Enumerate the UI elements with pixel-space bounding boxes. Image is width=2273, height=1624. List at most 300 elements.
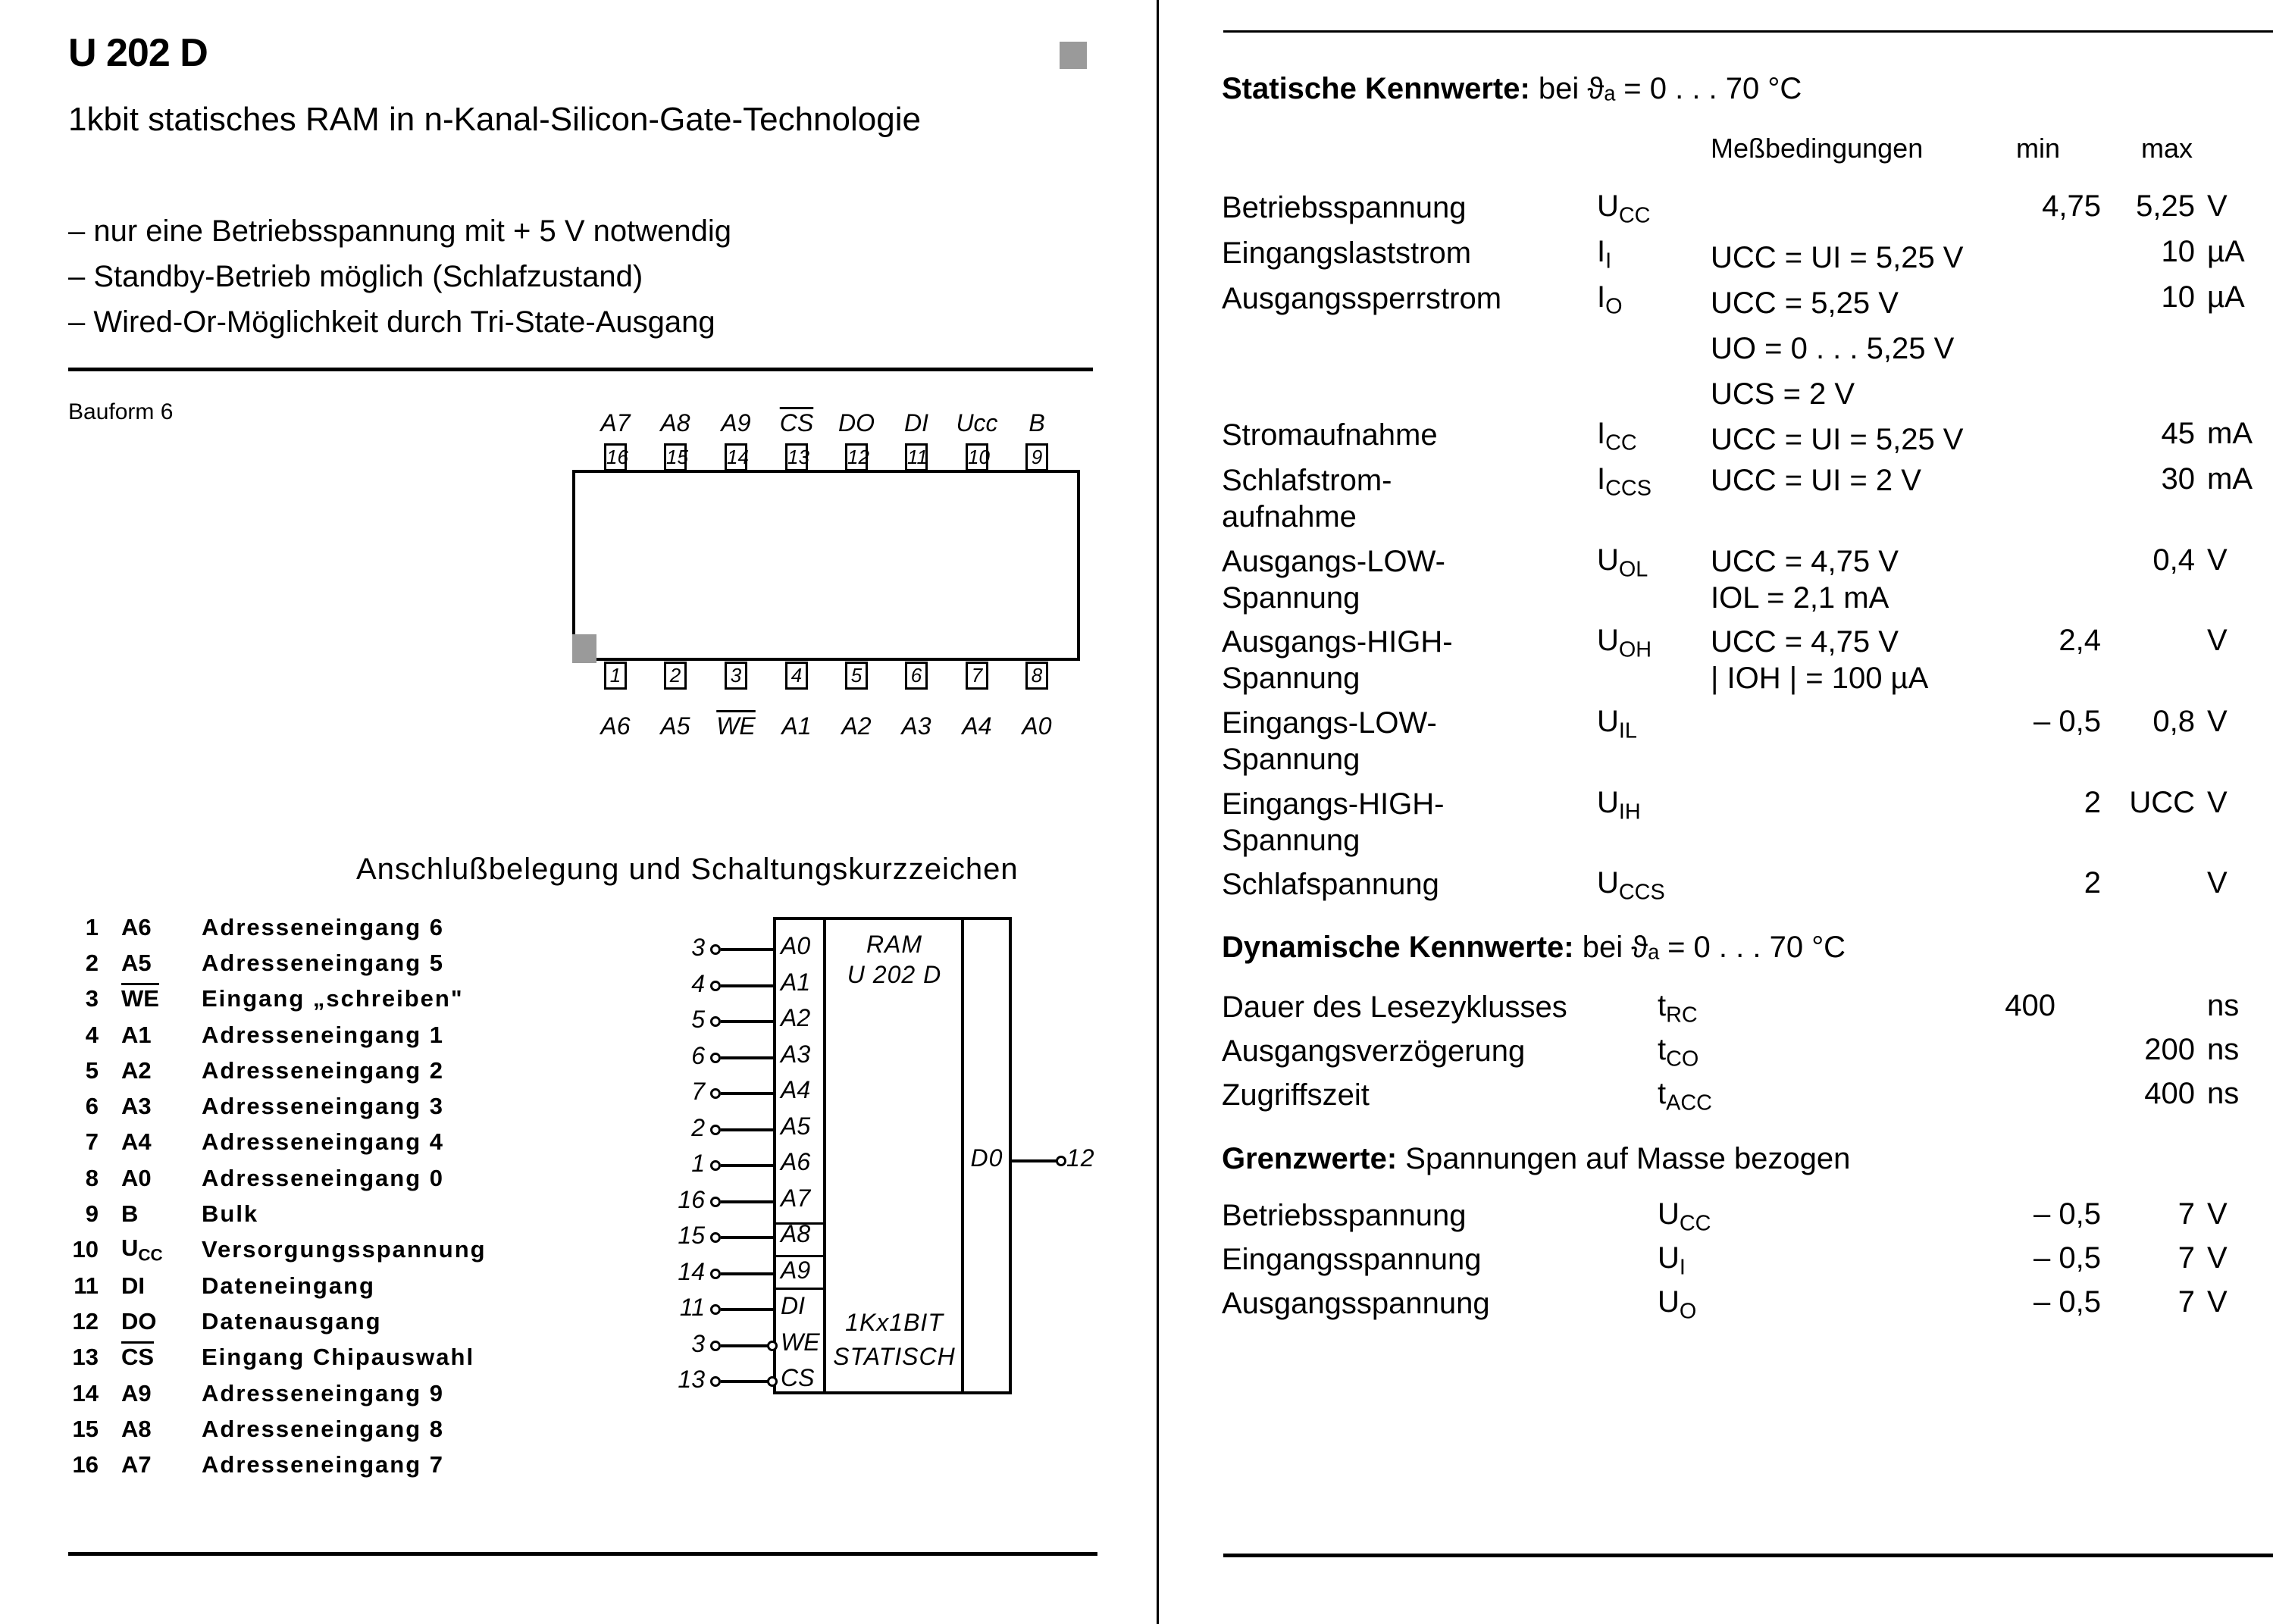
dynamic-title-rest: bei ϑₐ = 0 . . . 70 °C <box>1573 931 1846 964</box>
static-param-row <box>1222 705 2268 776</box>
pin-row <box>45 1375 487 1411</box>
symbol-input-pin: 5 <box>691 1006 705 1033</box>
param-symbol-subscript: IH <box>1618 799 1641 825</box>
pin-number: 16 <box>72 1451 99 1478</box>
symbol-input-label: WE <box>781 1328 820 1356</box>
output-wire <box>1012 1159 1057 1162</box>
param-unit: V <box>2207 543 2228 577</box>
symbol-input-pin: 7 <box>691 1078 705 1105</box>
input-terminal <box>710 1269 721 1279</box>
pin-number: 14 <box>72 1379 99 1407</box>
param-min: – 0,5 <box>2033 1285 2101 1319</box>
pin-number: 7 <box>85 1128 99 1156</box>
symbol-input-pin: 16 <box>678 1185 705 1213</box>
symbol-input-pin: 3 <box>691 1329 705 1357</box>
param-name-line: Eingangs-LOW- <box>1222 706 1437 740</box>
package-pin: 12 <box>845 443 868 471</box>
symbol-input <box>663 1078 777 1108</box>
condition-line: UCC = UI = 2 V <box>1711 464 1921 497</box>
param-symbol-text: t <box>1658 989 1667 1022</box>
pin-number: 13 <box>72 1344 99 1371</box>
col-header-max: max <box>2141 133 2193 164</box>
param-symbol-text: t <box>1658 1033 1667 1066</box>
symbol-input-pin: 13 <box>678 1366 705 1393</box>
param-name-line: Schlafstrom- <box>1222 464 1392 497</box>
param-max: UCC <box>2129 786 2195 819</box>
param-max: 400 <box>2144 1077 2195 1110</box>
static-param-row <box>1222 624 2268 695</box>
symbol-input-label: A0 <box>781 932 811 959</box>
symbol-input-pin: 4 <box>691 969 705 997</box>
limits-title-rest: Spannungen auf Masse bezogen <box>1397 1142 1851 1175</box>
pin-row <box>45 1268 487 1303</box>
pin-number: 12 <box>72 1307 99 1335</box>
param-symbol <box>1597 866 1665 906</box>
package-pin: 6 <box>905 662 928 690</box>
input-wire <box>721 1200 773 1203</box>
pin-symbol-text: A6 <box>121 913 152 940</box>
pin-number: 10 <box>72 1236 99 1263</box>
static-param-row <box>1222 866 2268 912</box>
param-symbol <box>1597 235 1611 274</box>
param-name-line: Spannung <box>1222 824 1360 857</box>
pin-symbol <box>99 1093 202 1120</box>
symbol-part: U 202 D <box>847 961 942 988</box>
param-max: 0,4 <box>2152 543 2195 577</box>
param-name-line: Stromaufnahme <box>1222 418 1438 452</box>
param-name: Betriebsspannung <box>1222 1199 1467 1232</box>
device-title: U 202 D <box>68 31 208 75</box>
section-heading: Anschlußbelegung und Schaltungskurzzeichen <box>356 853 1019 886</box>
pin-description: Adresseneingang 6 <box>202 913 444 940</box>
param-name-line: aufnahme <box>1222 500 1357 534</box>
param-symbol <box>1597 624 1652 663</box>
pin-number: 9 <box>85 1200 99 1228</box>
param-name <box>1222 786 1444 859</box>
input-wire <box>721 1056 773 1059</box>
dynamic-section-title <box>1222 931 1846 965</box>
package-pin: 11 <box>905 443 928 471</box>
pin-symbol-text: A3 <box>121 1093 152 1120</box>
param-max: 200 <box>2144 1033 2195 1066</box>
pin-number: 3 <box>85 985 99 1012</box>
input-terminal <box>710 1304 721 1315</box>
package-pin-label: A0 <box>1022 712 1052 740</box>
param-symbol-text: I <box>1597 462 1606 496</box>
param-symbol-text: U <box>1597 189 1619 223</box>
param-symbol-text: U <box>1658 1285 1680 1319</box>
param-symbol-subscript: CC <box>1618 203 1651 228</box>
param-max: 30 <box>2161 462 2195 496</box>
symbol-input-label: DI <box>781 1292 805 1319</box>
symbol-input-label: A8 <box>781 1220 811 1247</box>
param-max: 45 <box>2161 417 2195 450</box>
condition-line: UCC = 4,75 V <box>1711 625 1899 659</box>
symbol-input <box>663 1258 777 1288</box>
param-name-line: Ausgangssperrstrom <box>1222 282 1502 315</box>
symbol-input <box>663 1366 777 1396</box>
pin-description: Eingang Chipauswahl <box>202 1344 475 1371</box>
package-pin: 1 <box>604 662 627 690</box>
param-max: 10 <box>2161 280 2195 314</box>
pin-description: Bulk <box>202 1200 259 1228</box>
pin-symbol <box>99 1234 202 1266</box>
param-unit: mA <box>2207 417 2253 450</box>
symbol-input <box>663 1186 777 1216</box>
divider <box>68 368 1093 371</box>
param-unit: ns <box>2207 1033 2240 1066</box>
param-symbol-text: U <box>1597 624 1619 657</box>
param-symbol <box>1597 417 1637 456</box>
pin-description: Adresseneingang 4 <box>202 1128 444 1156</box>
condition-line: | IOH | = 100 µA <box>1711 662 1929 695</box>
param-max: 5,25 <box>2136 189 2195 223</box>
param-min: 2 <box>2084 866 2101 900</box>
param-symbol <box>1658 1197 1711 1237</box>
param-unit: µA <box>2207 280 2245 314</box>
pin-symbol-text: A9 <box>121 1379 152 1407</box>
condition-line: UCC = 5,25 V <box>1711 286 1899 320</box>
param-name <box>1222 235 1471 271</box>
pin-description: Adresseneingang 1 <box>202 1021 444 1048</box>
pin-description: Adresseneingang 8 <box>202 1415 444 1442</box>
static-param-row <box>1222 417 2268 462</box>
symbol-input <box>663 1042 777 1072</box>
param-conditions <box>1711 543 1899 616</box>
pin-number: 8 <box>85 1164 99 1191</box>
col-header-conditions: Meßbedingungen <box>1711 133 1924 164</box>
output-terminal <box>1056 1156 1066 1166</box>
condition-line: UCC = UI = 5,25 V <box>1711 241 1964 274</box>
pin-row <box>45 1017 487 1053</box>
param-symbol-subscript: O <box>1679 1299 1697 1324</box>
static-param-row <box>1222 462 2268 534</box>
package-pin-label: A1 <box>781 712 812 740</box>
param-unit: V <box>2207 624 2228 657</box>
pin-symbol-text: A8 <box>121 1415 152 1442</box>
param-min: 2,4 <box>2059 624 2101 657</box>
param-symbol-text: I <box>1597 417 1606 450</box>
input-wire <box>721 1344 773 1347</box>
symbol-output-pin: 12 <box>1066 1144 1095 1172</box>
param-name-line: Ausgangs-HIGH- <box>1222 625 1453 659</box>
input-terminal <box>710 1232 721 1243</box>
pin-description: Dateneingang <box>202 1272 375 1299</box>
symbol-input-pin: 11 <box>679 1294 705 1321</box>
input-wire <box>721 1380 773 1383</box>
param-max: 7 <box>2178 1285 2195 1319</box>
package-pin: 4 <box>785 662 808 690</box>
condition-line: UCC = UI = 5,25 V <box>1711 423 1964 456</box>
input-terminal <box>710 1088 721 1099</box>
package-pin: 2 <box>664 662 687 690</box>
param-min: – 0,5 <box>2033 705 2101 738</box>
pin-symbol <box>99 1057 202 1084</box>
param-symbol-text: I <box>1597 235 1606 268</box>
param-symbol-text: U <box>1597 866 1619 900</box>
pin-row <box>45 1232 487 1268</box>
param-unit: V <box>2207 189 2228 223</box>
symbol-input-pin: 15 <box>678 1222 705 1249</box>
param-max: 0,8 <box>2152 705 2195 738</box>
param-name <box>1222 705 1437 778</box>
param-name: Ausgangsspannung <box>1222 1287 1490 1320</box>
symbol-input <box>663 1330 777 1360</box>
package-pin: 16 <box>604 443 627 471</box>
package-pin-label: Ucc <box>956 409 998 437</box>
pin-number: 15 <box>72 1415 99 1442</box>
param-name <box>1222 624 1453 696</box>
param-name-line: Eingangslaststrom <box>1222 236 1472 270</box>
param-symbol-text: t <box>1658 1077 1667 1110</box>
param-symbol <box>1658 1077 1712 1116</box>
param-name-line: Eingangs-HIGH- <box>1222 787 1445 821</box>
package-pin: 8 <box>1025 662 1048 690</box>
pin-number: 11 <box>74 1272 99 1299</box>
package-pin-label: $\overline{WE}$ <box>716 712 756 740</box>
param-name-line: Spannung <box>1222 662 1360 695</box>
pin-row <box>45 909 487 945</box>
package-pin: 15 <box>664 443 687 471</box>
package-pin: 3 <box>725 662 747 690</box>
param-symbol <box>1658 1033 1698 1072</box>
static-param-row <box>1222 280 2268 411</box>
pin-symbol-text: $\overline{WE}$ <box>121 985 159 1012</box>
param-conditions <box>1711 462 1921 499</box>
static-section-title <box>1222 72 1802 106</box>
param-max: 7 <box>2178 1241 2195 1275</box>
input-wire <box>721 1308 773 1311</box>
pin-number: 4 <box>85 1021 99 1048</box>
param-unit: mA <box>2207 462 2253 496</box>
input-wire <box>721 1272 773 1275</box>
param-name-line: Spannung <box>1222 581 1360 615</box>
param-symbol-subscript: RC <box>1666 1003 1698 1028</box>
pin1-marker <box>572 634 596 663</box>
input-wire <box>721 1164 773 1167</box>
pin-symbol-text: DO <box>121 1307 157 1335</box>
condition-line: UO = 0 . . . 5,25 V <box>1711 332 1955 365</box>
package-pin: 14 <box>725 443 747 471</box>
pin-number: 1 <box>85 913 99 940</box>
param-name <box>1222 543 1445 616</box>
pin-symbol <box>99 1200 202 1228</box>
param-name <box>1222 417 1438 453</box>
pin-number: 2 <box>85 949 99 976</box>
symbol-input-label: A1 <box>781 968 811 996</box>
feature-list <box>68 208 731 345</box>
symbol-input <box>663 1150 777 1180</box>
pin-row <box>45 981 487 1017</box>
input-terminal <box>710 1341 721 1351</box>
param-min: 4,75 <box>2042 189 2101 223</box>
negation-circle <box>767 1376 778 1387</box>
dynamic-title-bold: Dynamische Kennwerte: <box>1222 931 1574 964</box>
pin-description: Adresseneingang 0 <box>202 1164 444 1191</box>
page-spine <box>1157 0 1159 1624</box>
param-symbol-subscript: I <box>1679 1255 1686 1280</box>
symbol-input-label: A2 <box>781 1004 811 1031</box>
pin-description: Adresseneingang 2 <box>202 1056 444 1084</box>
symbol-input-label: A6 <box>781 1148 811 1175</box>
param-symbol <box>1597 543 1648 583</box>
pin-symbol-text: U <box>121 1234 139 1261</box>
param-symbol <box>1658 989 1698 1028</box>
input-wire <box>721 1020 773 1023</box>
dynamic-param-row <box>1222 1077 2268 1122</box>
symbol-input <box>663 934 777 964</box>
symbol-input-pin: 3 <box>691 934 705 961</box>
param-symbol-subscript: CO <box>1666 1047 1699 1072</box>
package-pin: 9 <box>1025 443 1048 471</box>
input-wire <box>721 1092 773 1095</box>
symbol-type: STATISCH <box>833 1343 956 1370</box>
dynamic-param-row <box>1222 1033 2268 1078</box>
param-name <box>1222 866 1439 903</box>
static-param-row <box>1222 235 2268 280</box>
input-wire <box>721 1236 773 1239</box>
limit-param-row <box>1222 1241 2268 1287</box>
pin-symbol-text: A1 <box>121 1021 152 1048</box>
package-pin-label: DI <box>904 409 928 437</box>
pin-symbol-text: A0 <box>121 1164 152 1191</box>
pin-symbol-text: DI <box>121 1272 145 1299</box>
pin-row <box>45 1053 487 1088</box>
param-symbol <box>1658 1285 1696 1325</box>
pin-symbol <box>99 985 202 1012</box>
param-symbol-text: I <box>1597 280 1606 314</box>
param-symbol-text: U <box>1658 1241 1680 1275</box>
package-label: Bauform 6 <box>68 399 174 424</box>
pin-symbol-text: A4 <box>121 1128 152 1156</box>
param-name: Dauer des Lesezyklusses <box>1222 990 1567 1024</box>
symbol-input-label: A4 <box>781 1076 811 1103</box>
param-name-line: Spannung <box>1222 743 1360 776</box>
param-symbol-subscript: CCS <box>1618 880 1665 905</box>
param-name <box>1222 189 1466 226</box>
pin-row <box>45 1088 487 1124</box>
param-min: – 0,5 <box>2033 1197 2101 1231</box>
pin-row <box>45 945 487 981</box>
param-conditions <box>1711 624 1928 696</box>
col-header-min: min <box>2016 133 2061 164</box>
static-title-bold: Statische Kennwerte: <box>1222 72 1530 105</box>
param-unit: V <box>2207 1197 2228 1231</box>
limit-param-row <box>1222 1197 2268 1243</box>
page-marker-square <box>1060 42 1087 69</box>
pin-description: Eingang „schreiben" <box>202 985 464 1012</box>
param-conditions <box>1711 235 1963 280</box>
symbol-input <box>663 970 777 1000</box>
pin-row <box>45 1196 487 1231</box>
input-terminal <box>710 1053 721 1063</box>
param-symbol-subscript: CCS <box>1605 476 1652 501</box>
param-symbol-subscript: ACC <box>1666 1090 1712 1116</box>
input-terminal <box>710 1016 721 1027</box>
static-param-row <box>1222 786 2268 857</box>
param-symbol <box>1597 786 1641 825</box>
symbol-cell-divider <box>776 1288 826 1290</box>
symbol-input-label: A3 <box>781 1040 811 1068</box>
symbol-input-label: A7 <box>781 1184 811 1212</box>
pin-description: Adresseneingang 7 <box>202 1451 444 1478</box>
param-symbol <box>1597 705 1637 744</box>
param-symbol-text: U <box>1597 543 1619 577</box>
condition-line: UCC = 4,75 V <box>1711 545 1899 578</box>
symbol-title: RAM <box>866 931 923 958</box>
input-terminal <box>710 944 721 955</box>
input-terminal <box>710 1125 721 1135</box>
pin-row <box>45 1125 487 1160</box>
pin-symbol <box>99 1272 202 1300</box>
package-pin: 5 <box>845 662 868 690</box>
param-symbol <box>1658 1241 1686 1281</box>
param-unit: V <box>2207 1241 2228 1275</box>
pin-symbol <box>99 914 202 941</box>
input-terminal <box>710 1376 721 1387</box>
pin-description: Datenausgang <box>202 1307 382 1335</box>
feature-item: – Standby-Betrieb möglich (Schlafzustand) <box>68 260 643 293</box>
package-pin-label: A6 <box>600 712 631 740</box>
param-min: 400 <box>2005 989 2055 1022</box>
pin-row <box>45 1447 487 1482</box>
package-pin-label: DO <box>838 409 875 437</box>
param-unit: ns <box>2207 1077 2240 1110</box>
param-name-line: Schlafspannung <box>1222 868 1439 901</box>
pin-row <box>45 1160 487 1196</box>
symbol-output-label: D0 <box>970 1144 1003 1172</box>
static-param-row <box>1222 543 2268 615</box>
negation-circle <box>767 1341 778 1351</box>
param-name-line: Betriebsspannung <box>1222 191 1467 224</box>
package-pin-label: A9 <box>721 409 751 437</box>
param-symbol-text: U <box>1597 705 1619 738</box>
condition-line: IOL = 2,1 mA <box>1711 581 1889 615</box>
param-max: 10 <box>2161 235 2195 268</box>
symbol-organisation: 1Kx1BIT <box>845 1309 944 1336</box>
param-symbol-subscript: O <box>1605 294 1623 319</box>
package-pin: 7 <box>966 662 988 690</box>
pin-description: Adresseneingang 3 <box>202 1093 444 1120</box>
feature-item: – Wired-Or-Möglichkeit durch Tri-State-Ausgang <box>68 305 715 339</box>
input-wire <box>721 984 773 987</box>
pin-symbol-text: B <box>121 1200 139 1228</box>
param-symbol <box>1597 189 1650 229</box>
pin-symbol <box>99 1128 202 1156</box>
symbol-input-label: CS <box>781 1364 815 1391</box>
param-min: – 0,5 <box>2033 1241 2101 1275</box>
param-name <box>1222 280 1501 317</box>
divider <box>1223 30 2273 33</box>
symbol-input <box>663 1114 777 1144</box>
symbol-input-label: A9 <box>781 1256 811 1284</box>
pin-symbol-subscript: CC <box>138 1245 163 1265</box>
limit-param-row <box>1222 1285 2268 1331</box>
input-terminal <box>710 1160 721 1171</box>
param-min: 2 <box>2084 786 2101 819</box>
input-terminal <box>710 1197 721 1207</box>
package-pin-label: A7 <box>600 409 631 437</box>
static-title-rest: bei ϑₐ = 0 . . . 70 °C <box>1529 72 1802 105</box>
pin-symbol-text: A5 <box>121 949 152 976</box>
pin-description: Adresseneingang 9 <box>202 1379 444 1407</box>
pin-symbol-text: A2 <box>121 1056 152 1084</box>
package-pin-label: B <box>1028 409 1045 437</box>
param-symbol-text: U <box>1658 1197 1680 1231</box>
package-body <box>572 470 1080 661</box>
symbol-input-pin: 6 <box>691 1041 705 1069</box>
param-unit: V <box>2207 786 2228 819</box>
